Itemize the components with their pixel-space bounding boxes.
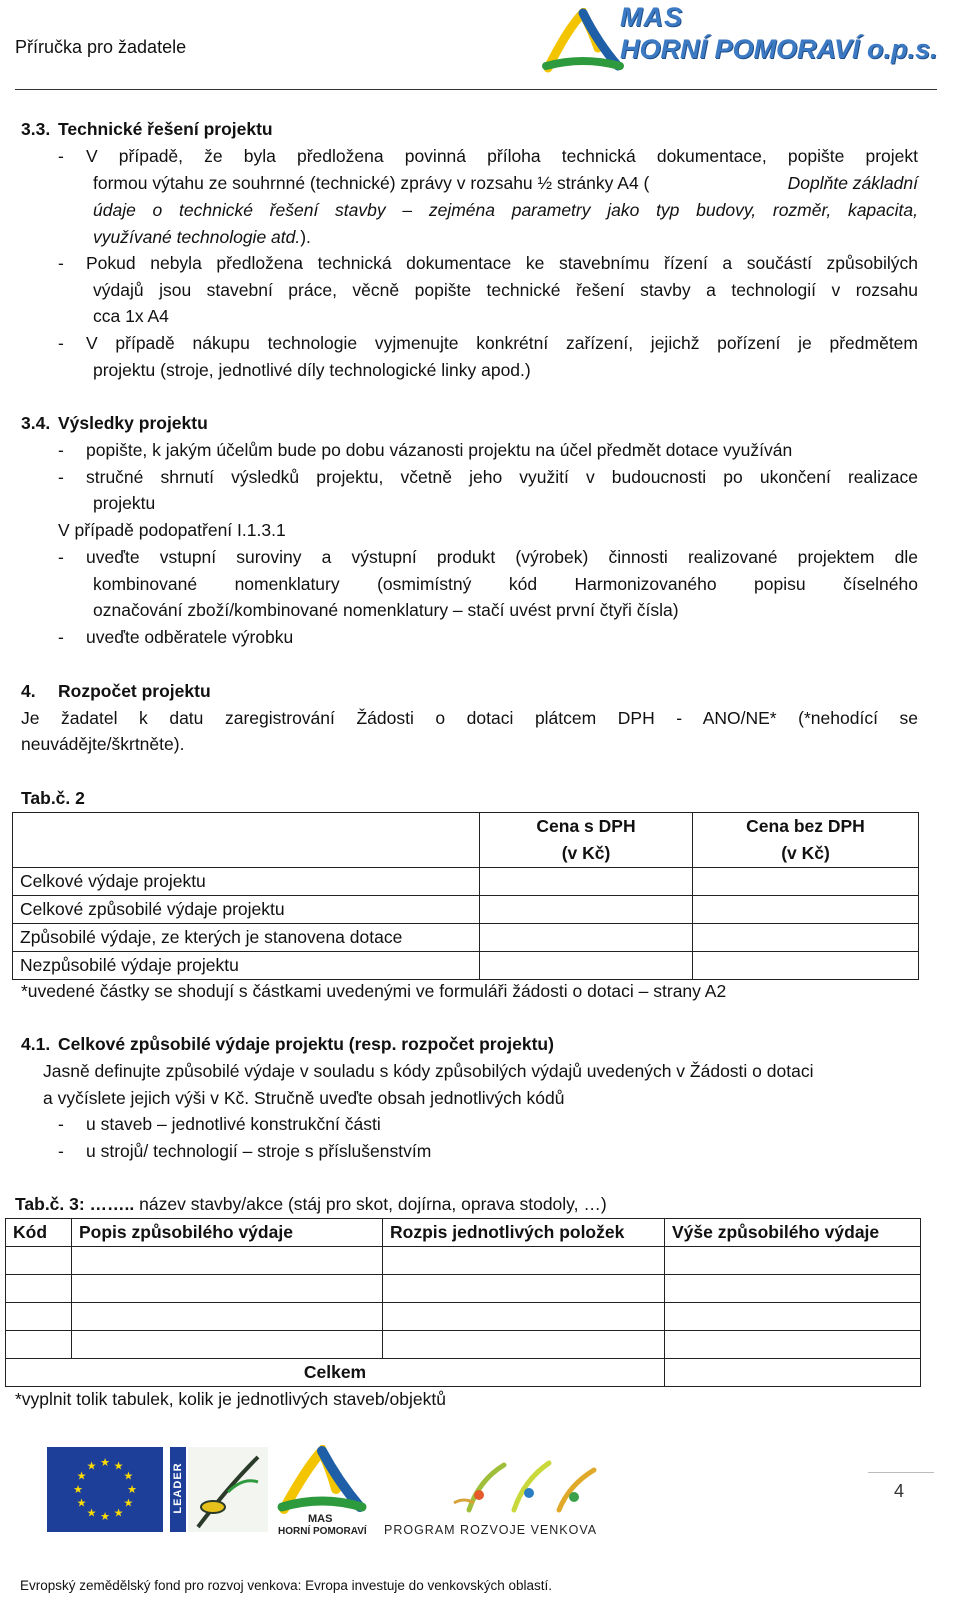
bullet-dash: - [58,440,64,460]
bullet-dash: - [58,333,64,353]
s33-item1-line-a: V případě, že byla předložena povinná příloha technická dokumentace, popište projekt [86,146,918,166]
table2-col-header [693,813,919,868]
table-cell [665,1359,921,1387]
bullet-dash: - [58,1114,64,1134]
table3 [5,1218,921,1387]
eu-flag [47,1447,163,1532]
section-3-3-number: 3.3. [21,119,51,139]
table-cell [480,924,693,952]
table3-col-header: Popis způsobilého výdaje [72,1219,383,1247]
table-cell [383,1275,665,1303]
table2-caption: Tab.č. 2 [21,788,85,808]
table-cell [480,896,693,924]
table-cell [6,1331,72,1359]
eu-footer-text: Evropský zemědělský fond pro rozvoj venkova: Evropa investuje do venkovských oblastí. [20,1578,553,1593]
table-cell [72,1303,383,1331]
bullet-dash: - [58,253,64,273]
logo-line1: MAS [620,2,683,32]
table2-note: *uvedené částky se shodují s částkami uvedenými ve formuláři žádosti o dotaci – strany A2 [21,981,727,1001]
s34-item1: popište, k jakým účelům bude po dobu vázanosti projektu na účel předmět dotace využíván [86,440,793,460]
table-row [13,896,919,924]
logo-line2: HORNÍ POMORAVÍ o.p.s. [620,34,938,64]
table3-total-label: Celkem [6,1359,665,1387]
s34-item4: uveďte odběratele výrobku [86,627,294,647]
table2-row-label: Způsobilé výdaje, ze kterých je stanovena dotace [13,924,480,952]
mas-footer-symbol-icon [272,1445,372,1517]
s33-item3-line-b: projektu (stroje, jednotlivé díly technologické linky apod.) [93,360,531,380]
mas-footer-logo [272,1445,372,1540]
table-row [13,868,919,896]
table-cell [480,952,693,980]
table-cell [72,1275,383,1303]
table2-row-label: Celkové způsobilé výdaje projektu [13,896,480,924]
table-cell [6,1275,72,1303]
table-cell [693,896,919,924]
table-cell [383,1247,665,1275]
s34-item2-line-b: projektu [93,493,156,513]
table-cell [665,1247,921,1275]
table-cell [693,924,919,952]
table-row [13,924,919,952]
table3-col-header: Kód [6,1219,72,1247]
table2-row-label: Celkové výdaje projektu [13,868,480,896]
s33-item1-d-end: ). [300,227,311,247]
table-row [6,1275,921,1303]
mas-footer-line2: HORNÍ POMORAVÍ [278,1526,367,1537]
eu-star-icon: ★ [100,1457,110,1469]
table-cell [665,1331,921,1359]
section-3-4-number: 3.4. [21,413,51,433]
s34-item3-line-a: uveďte vstupní suroviny a výstupní produkt (výrobek) činnosti realizované projektem dle [86,547,918,567]
table3-col-header: Rozpis jednotlivých položek [383,1219,665,1247]
s41-item1: u staveb – jednotlivé konstrukční části [86,1114,381,1134]
table-cell [6,1247,72,1275]
section-3-4-title: Výsledky projektu [58,413,208,433]
eu-star-icon: ★ [123,1497,134,1510]
table2-col1-line-a: Cena s DPH [536,816,636,836]
table-cell [665,1303,921,1331]
eu-star-icon: ★ [113,1460,124,1473]
leader-text: LEADER [172,1462,184,1514]
s33-item1-line-c: údaje o technické řešení stavby – zejména parametry jako typ budovy, rozměr, kapacita, [93,200,918,220]
mas-footer-line1: MAS [308,1513,333,1525]
prv-logo [384,1455,604,1540]
table-cell [13,813,480,868]
table2-col-header [480,813,693,868]
table3-col-header: Výše způsobilého výdaje [665,1219,921,1247]
table-cell [693,868,919,896]
s33-item2-line-a: Pokud nebyla předložena technická dokumentace ke stavebnímu řízení a součástí způsobilých [86,253,918,273]
eu-star-icon: ★ [73,1484,83,1496]
s34-item3-line-b: kombinované nomenklatury (osmimístný kód Harmonizovaného popisu číselného [93,574,918,594]
page-number-rule [868,1472,934,1473]
s33-item3-line-a: V případě nákupu technologie vyjmenujte konkrétní zařízení, jejichž pořízení je předmětem [86,333,918,353]
s41-text-line-a: Jasně definujte způsobilé výdaje v souladu s kódy způsobilých výdajů uvedených v Žádosti o dotaci [43,1061,814,1081]
s41-item2: u strojů/ technologií – stroje s příslušenstvím [86,1141,432,1161]
leader-logo [170,1447,268,1532]
bullet-dash: - [58,1141,64,1161]
eu-star-icon: ★ [127,1484,137,1496]
table-cell [693,952,919,980]
section-3-3-title: Technické řešení projektu [58,119,273,139]
table3-caption-rest: název stavby/akce (stáj pro skot, dojírna, oprava stodoly, …) [134,1194,607,1214]
s41-text-line-b: a vyčíslete jejich výši v Kč. Stručně uveďte obsah jednotlivých kódů [43,1088,565,1108]
s4-text-line-a: Je žadatel k datu zaregistrování Žádosti o dotaci plátcem DPH - ANO/NE* (*nehodící se [21,708,918,728]
table3-note: *vyplnit tolik tabulek, kolik je jednotlivých staveb/objektů [15,1389,446,1409]
s34-item3-line-c: označování zboží/kombinované nomenklatury – stačí uvést první čtyři čísla) [93,600,679,620]
prv-text: PROGRAM ROZVOJE VENKOVA [384,1523,598,1537]
eu-star-icon: ★ [123,1470,134,1483]
table3-header-row [6,1219,921,1247]
section-4-number: 4. [21,681,36,701]
header-divider [15,89,937,90]
s33-item1-b-italic: Doplňte základní [787,173,918,193]
table-row [6,1303,921,1331]
s4-text-line-b: neuvádějte/škrtněte). [21,734,185,754]
mas-logo-symbol-icon [538,8,628,78]
eu-star-icon: ★ [76,1497,87,1510]
table3-caption-bold: Tab.č. 3: …….. [15,1194,135,1214]
table3-total-row [6,1359,921,1387]
eu-star-icon: ★ [100,1511,110,1523]
section-4-title: Rozpočet projektu [58,681,211,701]
table-cell [383,1303,665,1331]
section-4-1-title: Celkové způsobilé výdaje projektu (resp. rozpočet projektu) [58,1034,554,1054]
eu-stars-icon [47,1447,163,1532]
bullet-dash: - [58,467,64,487]
table-cell [72,1247,383,1275]
table-cell [72,1331,383,1359]
s33-item1-b-normal: formou výtahu ze souhrnné (technické) zprávy v rozsahu ½ stránky A4 ( [93,173,650,193]
eu-star-icon: ★ [113,1507,124,1520]
s34-subhead: V případě podopatření I.1.3.1 [58,520,286,540]
table-cell [383,1331,665,1359]
table-cell [480,868,693,896]
eu-star-icon: ★ [86,1507,97,1520]
table2-col1-line-b: (v Kč) [561,843,611,863]
page-number: 4 [894,1481,905,1501]
eu-star-icon: ★ [76,1470,87,1483]
table3-caption [15,1191,607,1218]
bullet-dash: - [58,547,64,567]
mas-logo [538,2,938,82]
s33-item2-line-b: výdajů jsou stavební práce, věcně popište technické řešení stavby a technologií v rozsahu [93,280,918,300]
table2-col2-line-b: (v Kč) [781,843,830,863]
table-row [13,952,919,980]
bullet-dash: - [58,146,64,166]
prv-plants-icon [384,1455,604,1517]
bullet-dash: - [58,627,64,647]
s33-item1-line-d [93,224,311,251]
table-row [6,1247,921,1275]
section-4-1-number: 4.1. [21,1034,51,1054]
document-title: Příručka pro žadatele [15,37,187,57]
table2 [12,812,919,980]
s33-item2-line-c: cca 1x A4 [93,306,169,326]
table2-header-row [13,813,919,868]
s33-item1-d-italic: využívané technologie atd. [93,227,301,247]
leader-plant-icon [188,1447,268,1532]
s34-item2-line-a: stručné shrnutí výsledků projektu, včetně jeho využití v budoucnosti po ukončení realizace [86,467,918,487]
s33-item1-line-b [93,170,918,197]
eu-star-icon: ★ [86,1460,97,1473]
table2-row-label: Nezpůsobilé výdaje projektu [13,952,480,980]
table2-col2-line-a: Cena bez DPH [746,816,865,836]
table-cell [665,1275,921,1303]
table-cell [6,1303,72,1331]
table-row [6,1331,921,1359]
